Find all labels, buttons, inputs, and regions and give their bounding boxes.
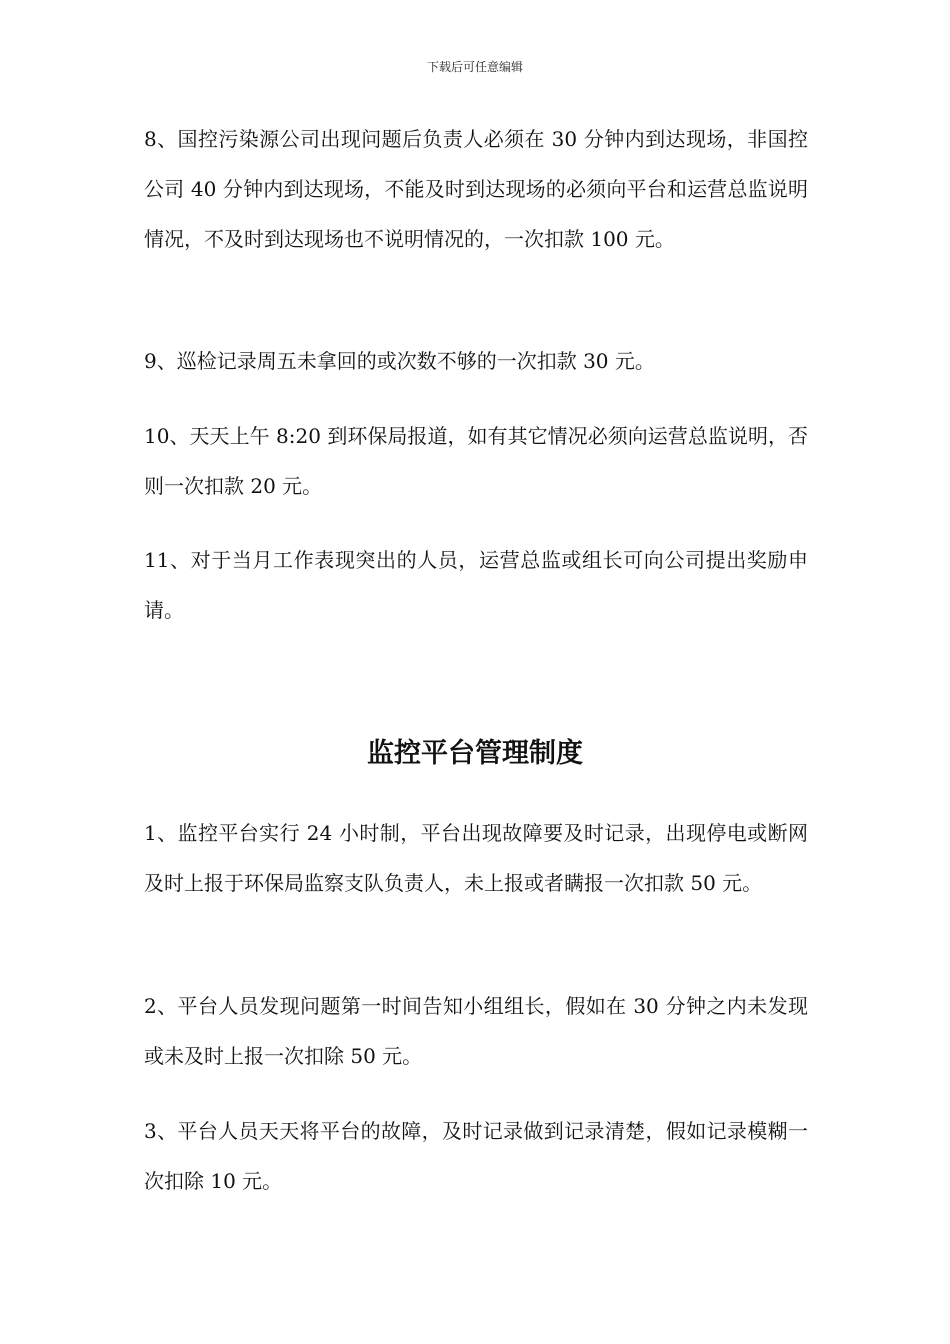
platform-rule-3: 3、平台人员天天将平台的故障，及时记录做到记录清楚，假如记录模糊一次扣除 10 元。: [144, 1119, 808, 1193]
section-title: 监控平台管理制度: [367, 738, 583, 769]
rule-item-9: 9、巡检记录周五未拿回的或次数不够的一次扣款 30 元。: [144, 349, 655, 373]
rule-item-8: 8、国控污染源公司出现问题后负责人必须在 30 分钟内到达现场，非国控公司 40 分钟内到达现场，不能及时到达现场的必须向平台和运营总监说明情况，不及时到达现场也不说明情况的，一次扣款 100 元。: [144, 127, 808, 251]
rule-item-10: 10、天天上午 8:20 到环保局报道，如有其它情况必须向运营总监说明，否则一次扣款 20 元。: [144, 424, 808, 498]
platform-rule-1: 1、监控平台实行 24 小时制，平台出现故障要及时记录，出现停电或断网及时上报于环保局监察支队负责人，未上报或者瞒报一次扣款 50 元。: [144, 821, 808, 895]
platform-rule-2: 2、平台人员发现问题第一时间告知小组组长，假如在 30 分钟之内未发现或未及时上报一次扣除 50 元。: [144, 994, 808, 1068]
page-header: 下载后可任意编辑: [426, 60, 523, 74]
rule-item-11: 11、对于当月工作表现突出的人员，运营总监或组长可向公司提出奖励申请。: [144, 548, 808, 622]
